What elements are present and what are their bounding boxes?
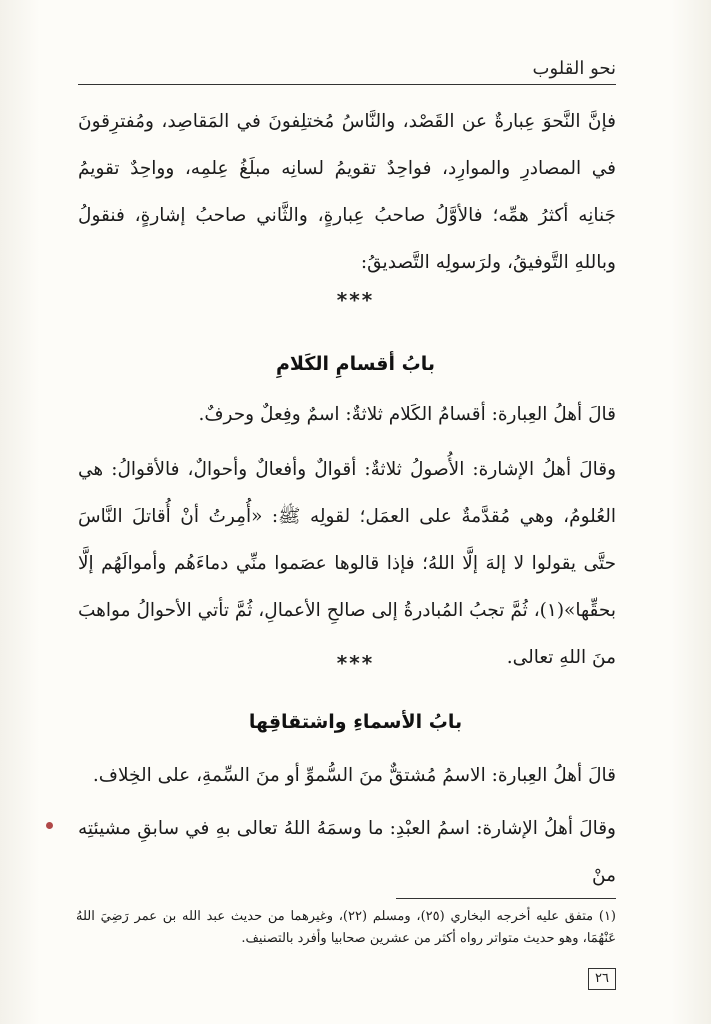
margin-dot <box>46 822 53 829</box>
asma-ishara-paragraph: وقالَ أهلُ الإشارة: اسمُ العبْدِ: ما وسمَهُ اللهُ تعالى بهِ في سابقِ مشيئتِه منْ <box>78 818 616 886</box>
section-separator: *** <box>336 651 375 675</box>
kalam-ibara-paragraph: قالَ أهلُ العِبارة: أقسامُ الكَلام ثلاثةٌ: اسمٌ وفِعلٌ وحرفٌ. <box>198 404 616 425</box>
asma-ibara-paragraph: قالَ أهلُ العِبارة: الاسمُ مُشتقٌّ منَ السُّموِّ أو منَ السِّمةِ، على الخِلاف. <box>92 765 616 786</box>
header-rule <box>78 84 616 85</box>
intro-paragraph: فإنَّ النَّحوَ عِبارةٌ عن القَصْد، والنَّاسُ مُختلِفونَ في المَقاصِد، ومُفترِقونَ في المصادرِ والموارِد، فواحِدٌ تقويمُ لسانِه مبلَغُ عِلمِه، وواحِدٌ تقويمُ جَنانِه أكثرُ همِّه؛ فالأوَّلُ صاحبُ عِبارةٍ، والثَّاني صاحبُ إشارةٍ، فنقولُ وباللهِ التَّوفيقُ، ولرَسولِه التَّصديقُ: <box>78 111 616 273</box>
chapter-heading-asma: بابُ الأسماءِ واشتقاقِها <box>248 711 463 733</box>
section-separator: *** <box>336 288 375 312</box>
footnote-rule <box>396 898 616 899</box>
chapter-heading-kalam: بابُ أقسامِ الكَلامِ <box>276 353 435 375</box>
page-number: ٢٦ <box>588 968 616 990</box>
kalam-ishara-paragraph: وقالَ أهلُ الإشارة: الأُصولُ ثلاثةٌ: أقوالٌ وأفعالٌ وأحوالٌ، فالأقوالُ: هي العُلومُ، وهي مُقدَّمةٌ على العمَل؛ لقولِه ﷺ: «أُمِرتُ أنْ أُقاتلَ النَّاسَ حتَّى يقولوا لا إلهَ إلَّا اللهُ؛ فإذا قالوها عصَموا منِّي دماءَهُم وأموالَهُم إلَّا بحقِّها»(١)، ثُمَّ تجبُ المُبادرةُ إلى صالحِ الأعمالِ، ثُمَّ تأتي الأحوالُ مواهبَ منَ اللهِ تعالى. <box>78 459 616 668</box>
footnote: (١) متفق عليه أخرجه البخاري (٢٥)، ومسلم (٢٢)، وغيرهما من حديث عبد الله بن عمر رَضِيَ اللهُ عَنْهُمَا، وهو حديث متواتر رواه أكثر من عشرين صحابيا وأفرد بالتصنيف. <box>76 909 616 946</box>
running-header: نحو القلوب <box>532 58 616 79</box>
